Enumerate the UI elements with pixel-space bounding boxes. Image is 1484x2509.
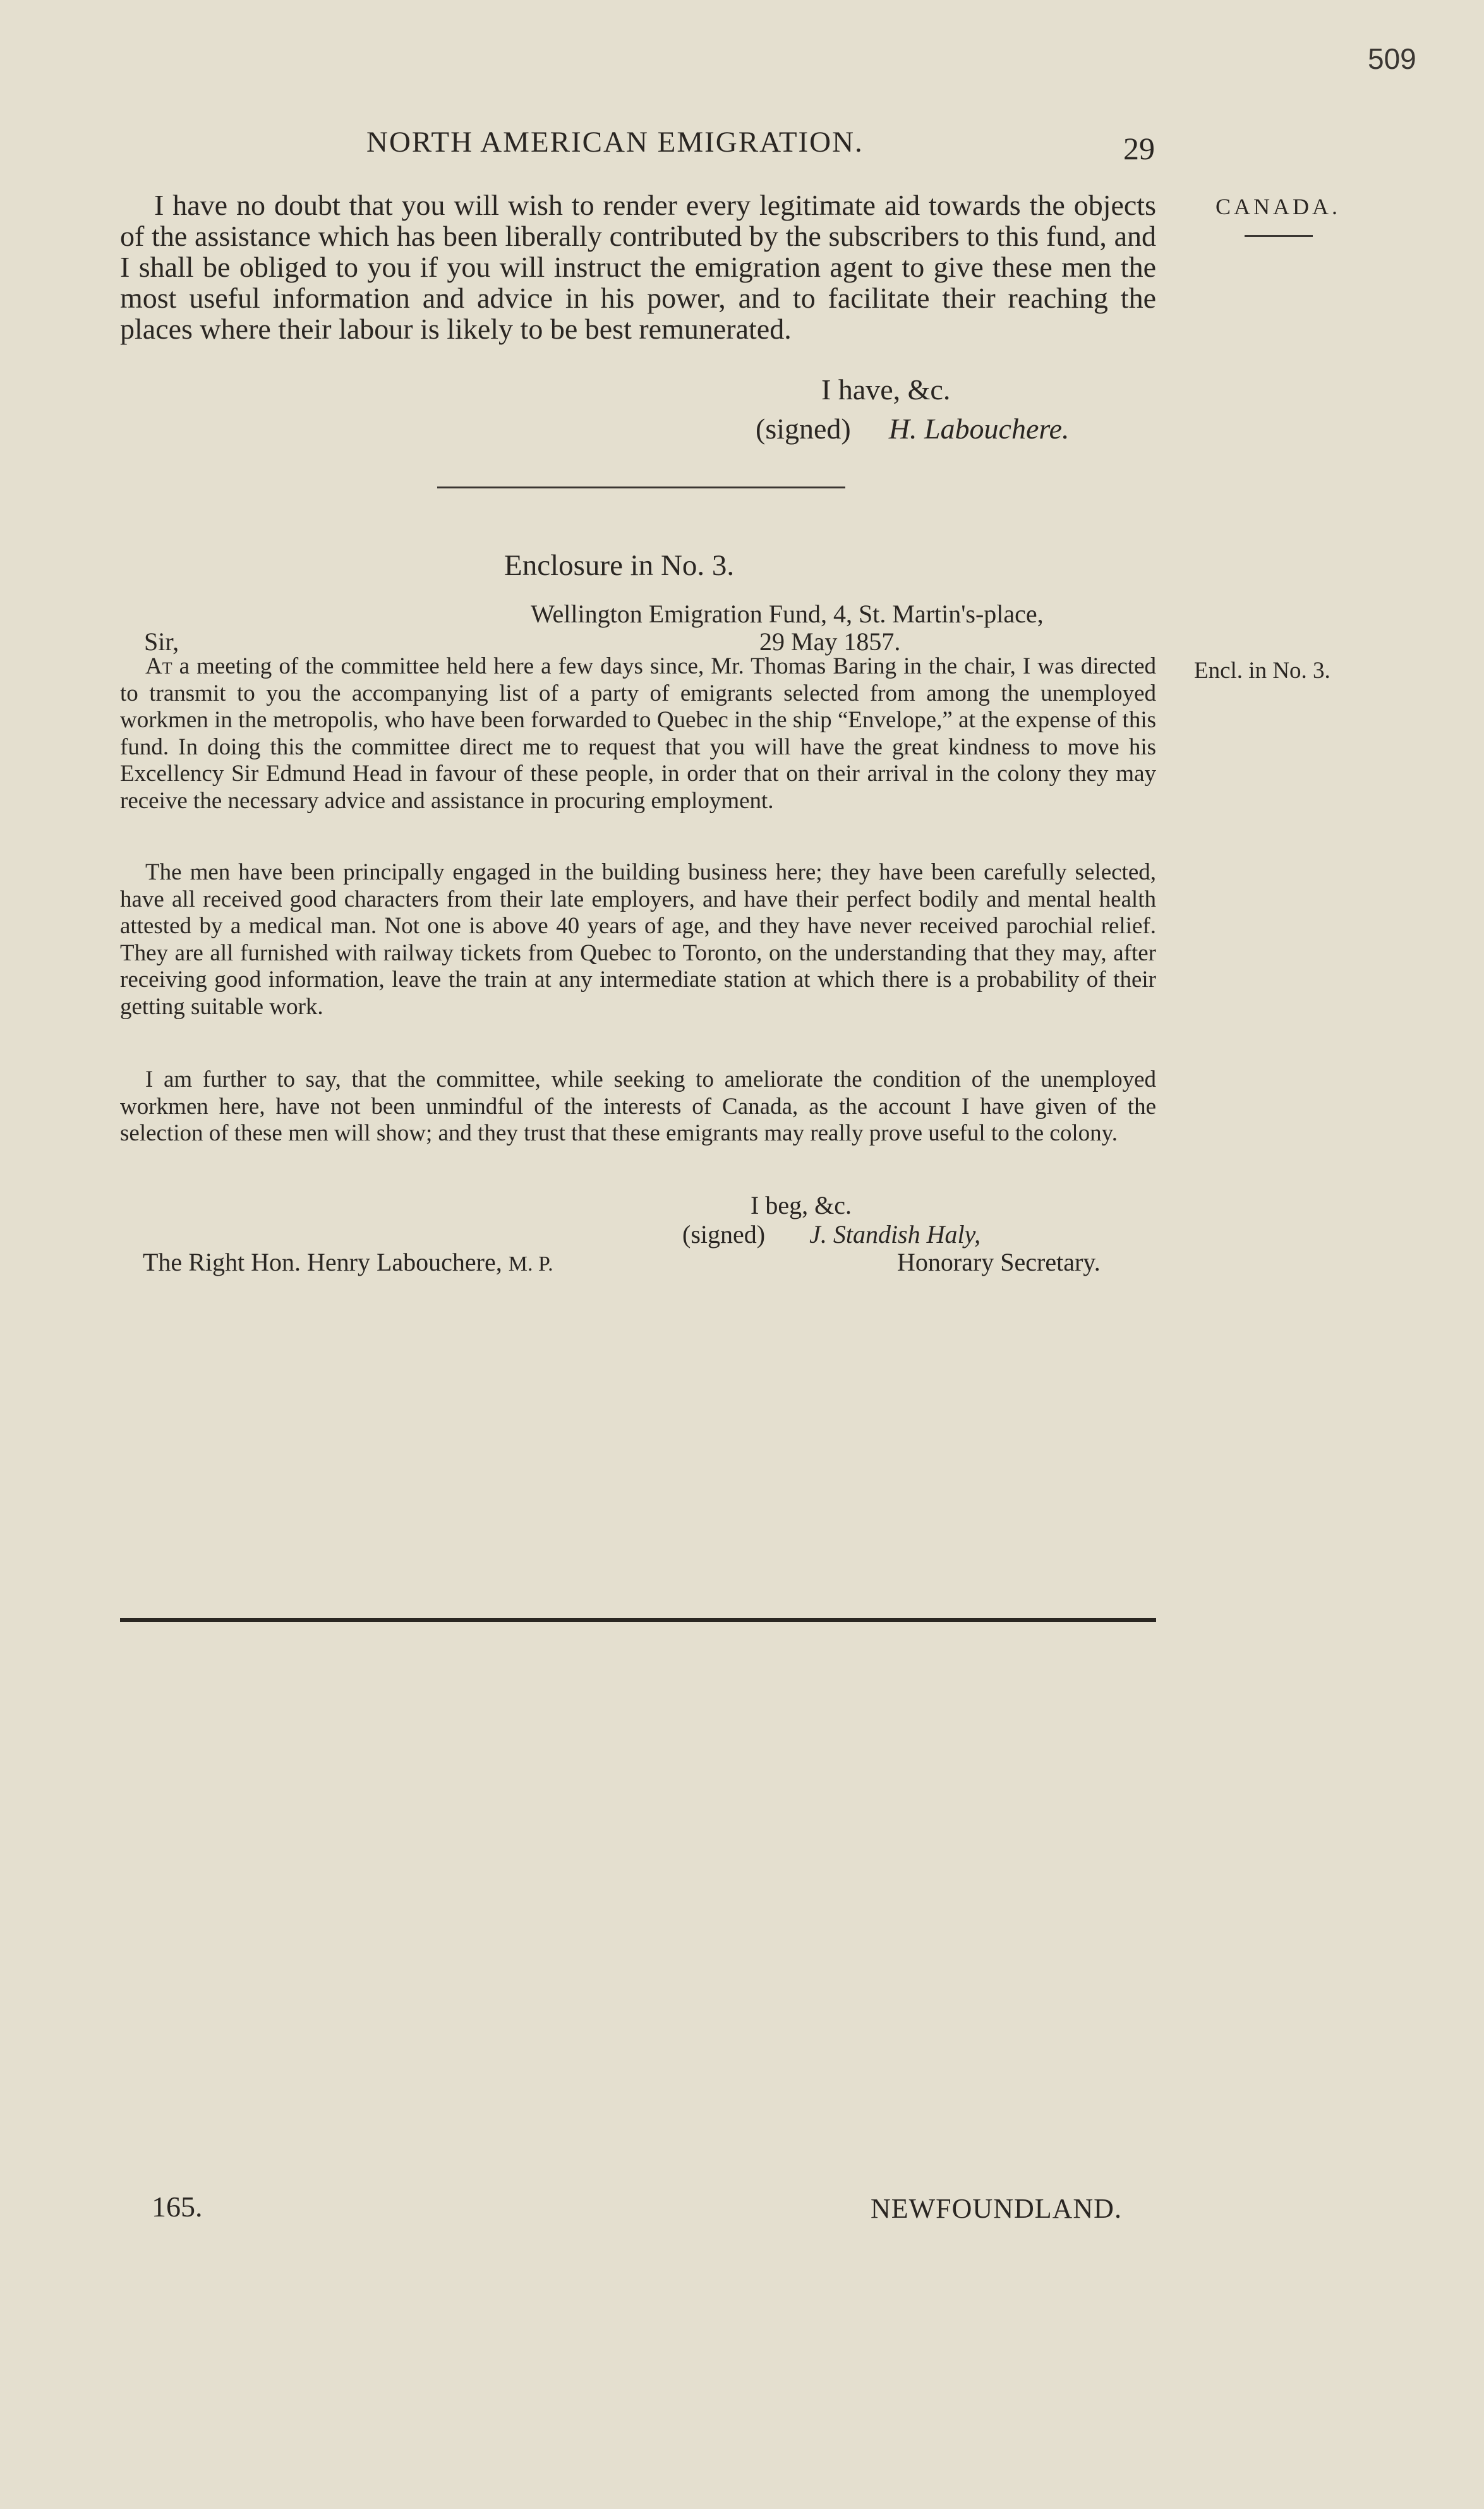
signed-label: (signed) xyxy=(756,413,851,445)
paragraph-text: a meeting of the committee held here a few days since, Mr. Thomas Baring in the chair, I was directed to transmit to you the accompanying list of a party of emigrants selected from among the unemployed workmen in the metropolis, who have been forwarded to Quebec in the ship “Envelope,” at the expense of this fund. In doing this the committee direct me to request that you will have the great kindness to move his Excellency Sir Edmund Head in favour of these people, in order that on their arrival in the colony they may receive the necessary advice and assistance in procuring employment. xyxy=(120,653,1156,814)
signer-title: Honorary Secretary. xyxy=(897,1248,1101,1276)
archive-page-stamp: 509 xyxy=(1368,42,1416,75)
letter-body: I have no doubt that you will wish to render every legitimate aid towards the objects of the assistance which has been liberally contributed by the subscribers to this fund, and I shall be obliged to you if you will instruct the emigration agent to give these men the most useful information and advice in his power, and to facilitate their reaching the places where their labour is likely to be best remunerated. xyxy=(120,189,1156,345)
footer-signature-mark: 165. xyxy=(152,2191,203,2223)
enclosure-title: Enclosure in No. 3. xyxy=(504,549,735,582)
addressee-suffix: M. P. xyxy=(508,1252,553,1276)
margin-enclosure-note: Encl. in No. 3. xyxy=(1194,658,1330,684)
letter-signature-line xyxy=(756,412,1070,445)
margin-section-label: CANADA. xyxy=(1216,194,1341,219)
margin-rule xyxy=(1245,235,1313,237)
page-number: 29 xyxy=(1123,131,1155,166)
signature: H. Labouchere. xyxy=(888,413,1070,445)
enclosure-closing: I beg, &c. xyxy=(751,1191,852,1219)
enclosure-paragraph-2: The men have been principally engaged in the building business here; they have been carefully selected, have all received good characters from their late employers, and have their perfect bodily and mental health attested by a medical man. Not one is above 40 years of age, and they have never received parochial relief. They are all furnished with railway tickets from Quebec to Toronto, on the understanding that they may, after receiving good information, leave the train at any intermediate station at which there is a probability of their getting suitable work. xyxy=(120,859,1156,1020)
paragraph-lead-word: At xyxy=(145,653,172,679)
enclosure-signature-line xyxy=(682,1219,980,1249)
enclosure-paragraph-1 xyxy=(120,653,1156,814)
enclosure-paragraph-3: I am further to say, that the committee, while seeking to ameliorate the condition of the unemployed workmen here, have not been unmindful of the interests of Canada, as the account I have given of the selection of these men will show; and they trust that these emigrants may really prove useful to the colony. xyxy=(120,1067,1156,1146)
signed-label: (signed) xyxy=(682,1220,766,1248)
section-divider xyxy=(437,487,845,488)
salutation: Sir, xyxy=(144,627,179,656)
enclosure-address: Wellington Emigration Fund, 4, St. Martin's-place, xyxy=(531,600,1044,628)
addressee-name: The Right Hon. Henry Labouchere, xyxy=(143,1248,502,1276)
signature: J. Standish Haly, xyxy=(809,1220,981,1248)
running-header: NORTH AMERICAN EMIGRATION. xyxy=(366,126,864,159)
addressee xyxy=(143,1247,553,1277)
end-rule xyxy=(120,1618,1156,1622)
enclosure-date: 29 May 1857. xyxy=(759,627,901,656)
letter-closing: I have, &c. xyxy=(821,373,951,406)
footer-catchword: NEWFOUNDLAND. xyxy=(871,2193,1122,2224)
